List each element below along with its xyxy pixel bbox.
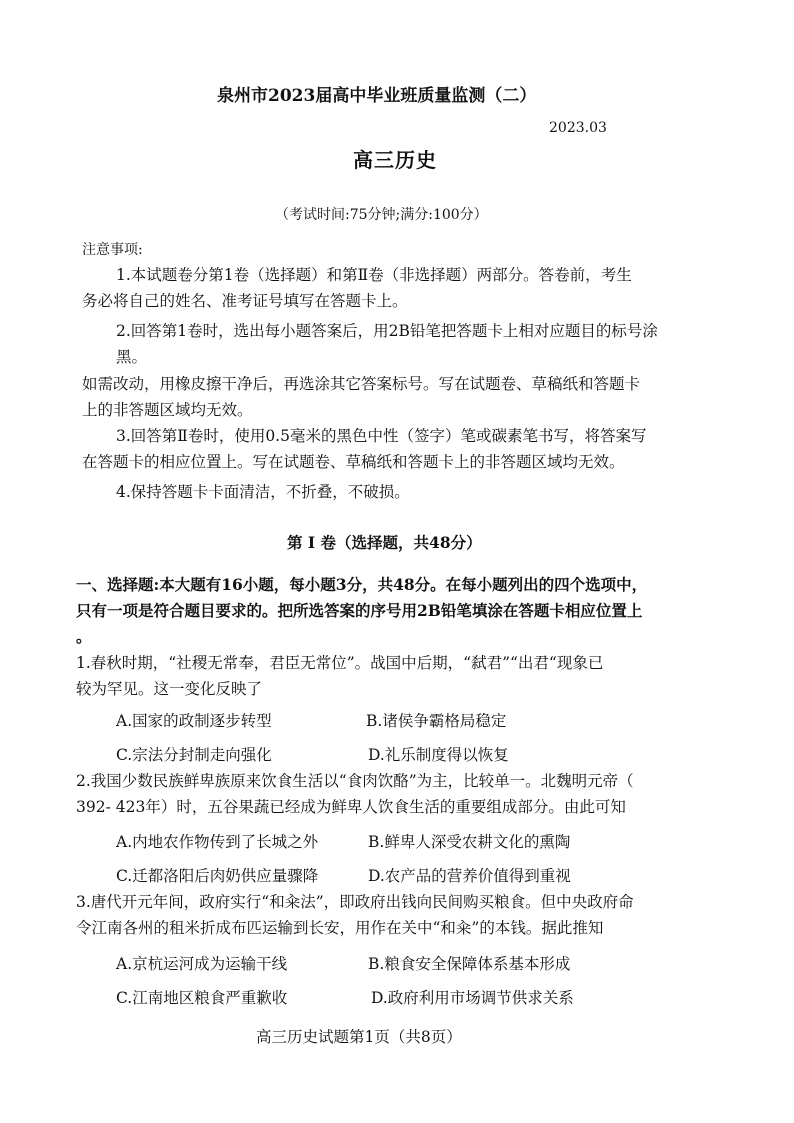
notes-heading: 注意事项: [82,242,143,258]
option-b: B.诸侯争霸格局稳定 [366,712,507,730]
section-instruction: 一、选择题:本大题有16小题，每小题3分，共48分。在每小题列出的四个选项中， [76,575,648,594]
option-d: D.农产品的营养价值得到重视 [368,867,571,885]
option-a: A.京杭运河成为运输干线 [116,955,288,973]
section-title: 第 I 卷（选择题，共48分） [287,533,482,552]
note-line: 1.本试题卷分第1卷（选择题）和第Ⅱ卷（非选择题）两部分。答卷前，考生 [116,266,632,284]
page-footer: 高三历史试题第1页（共8页） [256,1028,462,1046]
question-stem: 2.我国少数民族鲜卑族原来饮食生活以“食肉饮酪”为主，比较单一。北魏明元帝（ [76,772,634,790]
exam-info: （考试时间:75分钟;满分:100分） [275,207,488,223]
option-d: D.礼乐制度得以恢复 [368,746,509,764]
option-c: C.迁都洛阳后肉奶供应量骤降 [116,867,319,885]
option-b: B.鲜卑人深受农耕文化的熏陶 [368,833,571,851]
question-stem: 1.春秋时期，“社稷无常奉，君臣无常位”。战国中后期，“弑君”“出君“现象已 [76,654,604,672]
exam-date: 2023.03 [549,120,607,136]
note-line: 2.回答第1卷时，选出每小题答案后，用2B铅笔把答题卡上相对应题目的标号涂 [116,322,658,340]
option-b: B.粮食安全保障体系基本形成 [368,955,571,973]
subject-title: 高三历史 [353,148,437,172]
question-stem: 较为罕见。这一变化反映了 [76,680,263,698]
option-c: C.宗法分封制走向强化 [116,746,272,764]
section-instruction: 。 [76,627,92,646]
option-a: A.国家的政制逐步转型 [116,712,272,730]
note-line: 黑。 [116,348,148,366]
question-stem: 令江南各州的租米折成布匹运输到长安，用作在关中“和籴”的本钱。据此推知 [76,919,604,937]
option-a: A.内地农作物传到了长城之外 [116,833,319,851]
option-c: C.江南地区粮食严重歉收 [116,989,288,1007]
option-d: D.政府利用市场调节供求关系 [371,989,574,1007]
question-stem: 3.唐代开元年间，政府实行“和籴法”，即政府出钱向民间购买粮食。但中央政府命 [76,893,634,911]
note-line: 上的非答题区域均无效。 [82,401,253,419]
exam-title: 泉州市2023届高中毕业班质量监测（二） [217,86,537,106]
note-line: 务必将自己的姓名、准考证号填写在答题卡上。 [82,292,408,310]
note-line: 4.保持答题卡卡面清洁，不折叠，不破损。 [116,483,410,501]
note-line: 3.回答第Ⅱ卷时，使用0.5毫米的黑色中性（签字）笔或碳素笔书写，将答案写 [116,427,647,445]
section-instruction: 只有一项是符合题目要求的。把所选答案的序号用2B铅笔填涂在答题卡相应位置上 [76,601,643,620]
note-line: 如需改动，用橡皮擦干净后，再选涂其它答案标号。写在试题卷、草稿纸和答题卡 [82,375,641,393]
question-stem: 392- 423年）时，五谷果蔬已经成为鲜卑人饮食生活的重要组成部分。由此可知 [76,798,626,816]
note-line: 在答题卡的相应位置上。写在试题卷、草稿纸和答题卡上的非答题区域均无效。 [82,453,625,471]
